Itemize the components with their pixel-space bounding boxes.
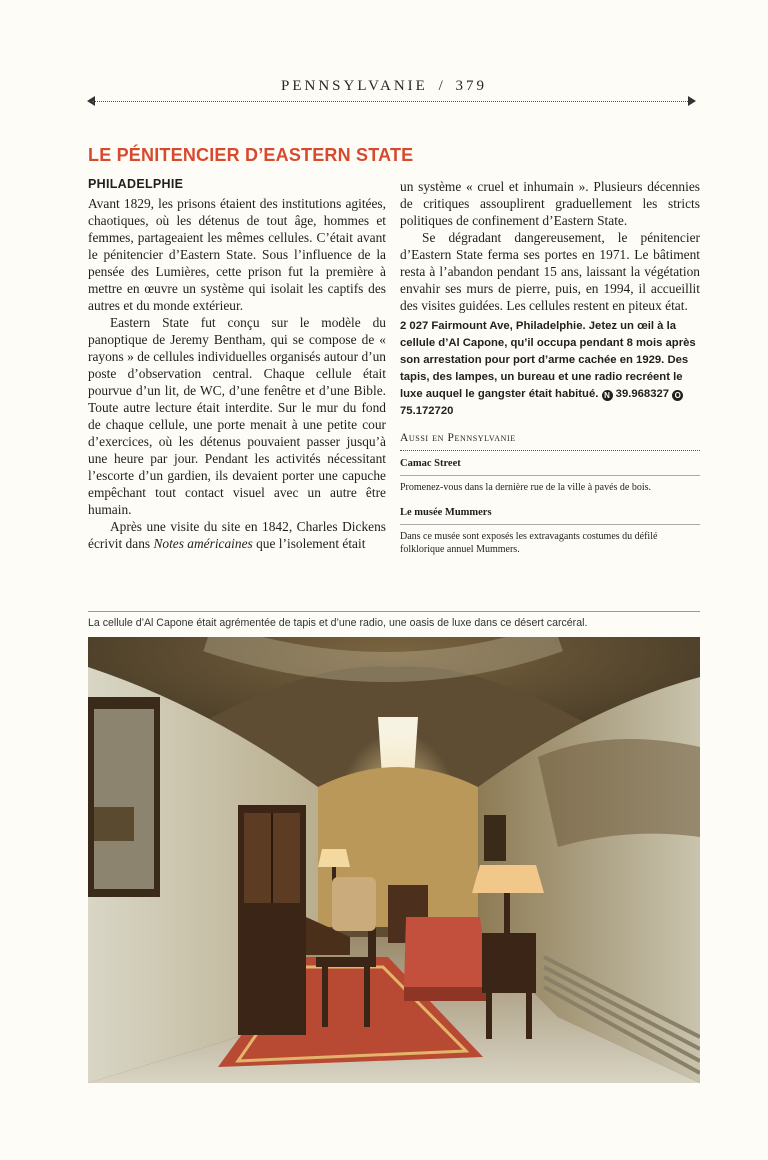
right-column bbox=[400, 178, 700, 562]
photo-caption: La cellule d’Al Capone était agrémentée de tapis et d’une radio, une oasis de luxe dans ce désert carcéral. bbox=[88, 617, 588, 629]
article-title: LE PÉNITENCIER D’EASTERN STATE bbox=[88, 145, 414, 165]
chapter-name: PENNSYLVANIE bbox=[280, 78, 428, 94]
city-heading: PHILADELPHIE bbox=[88, 177, 184, 191]
north-marker-icon: N bbox=[602, 390, 613, 401]
aussi-entry-description: Promenez-vous dans la dernière rue de la ville à pavés de bois. bbox=[400, 482, 652, 493]
running-head bbox=[0, 78, 768, 95]
paragraph-dickens: Après une visite du site en 1842, Charles Dickens écrivit dans Notes américaines que l’isolement était bbox=[88, 519, 386, 551]
aussi-entry-name: Camac Street bbox=[400, 451, 700, 476]
paragraph: Eastern State fut conçu sur le modèle du panoptique de Jeremy Bentham, qui se compose de « rayons » de cellules individuelles organisés autour d’un poste d’observation central. Chaque cellule était pourvue d’un lit, de WC, d’une fenêtre et d’une Bible. Toute autre lecture était interdite. Sur le mur du fond de chaque cellule, une porte menait à une petite cour d’exercices, où les détenus pouvaient passer jusqu’à une heure par jour. Pendant les activités nécessitant l’escorte d’un gardien, ils devaient porter une capuche empêchant tout contact visuel avec un autre être humain. bbox=[88, 315, 386, 517]
arrow-right-ornament bbox=[688, 96, 696, 106]
page-number: 379 bbox=[455, 78, 488, 94]
west-marker-icon: O bbox=[672, 390, 683, 401]
aussi-entry-description: Dans ce musée sont exposés les extravagants costumes du défilé folklorique annuel Mummers. bbox=[400, 531, 658, 555]
paragraph: un système « cruel et inhumain ». Plusieurs décennies de critiques assouplirent graduellement les stricts politiques de confinement d’Eastern State. bbox=[400, 179, 700, 228]
dotted-rule bbox=[92, 101, 692, 102]
prison-cell-photo bbox=[88, 637, 700, 1083]
header-separator: / bbox=[438, 78, 443, 94]
left-column bbox=[88, 195, 386, 552]
aussi-heading: Aussi en Pennsylvanie bbox=[400, 430, 700, 451]
book-title: Notes américaines bbox=[153, 536, 253, 551]
paragraph: Avant 1829, les prisons étaient des institutions agitées, chaotiques, où les détenus de tout âge, hommes et femmes, partageaient les mêmes cellules. C’était avant le pénitencier d’Eastern State. Sous l’influence de la pensée des Lumières, cette prison fut la première à mettre en œuvre un système qui isolait les captifs des autres et du monde extérieur. bbox=[88, 196, 386, 313]
latitude: 39.968327 bbox=[615, 388, 670, 400]
practical-info: 2 027 Fairmount Ave, Philadelphie. Jetez un œil à la cellule d’Al Capone, qu’il occupa pendant 8 mois après son arrestation pour port d’arme cachée en 1929. Des tapis, des lampes, un bureau et une radio recréent le luxe auquel le gangster était habitué. N 39.968327 O 75.172720 bbox=[400, 320, 696, 417]
paragraph: Se dégradant dangereusement, le pénitencier d’Eastern State ferma ses portes en 1971. Le bâtiment resta à l’abandon pendant 15 ans, laissant la végétation envahir ses murs de pierre, puis, en 1994, il accueillit des visites guidées. Les cellules restent en piteux état. bbox=[400, 230, 700, 313]
longitude: 75.172720 bbox=[400, 405, 454, 417]
aussi-entry-name: Le musée Mummers bbox=[400, 500, 700, 525]
caption-rule bbox=[88, 611, 700, 612]
